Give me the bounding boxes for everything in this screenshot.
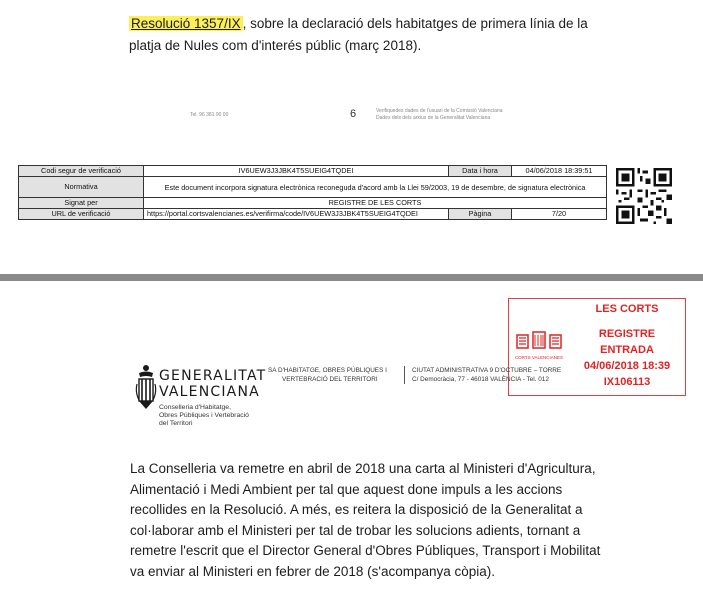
url-value[interactable]: https://portal.cortsvalencianes.es/verifirma/code/IV6UEW3J3JBK4T5SUEIG4TQDEI (144, 209, 449, 220)
date-value: 04/06/2018 18:39:51 (512, 166, 607, 177)
table-row (19, 198, 607, 209)
signed-value: REGISTRE DE LES CORTS (144, 198, 607, 209)
body-line: La Conselleria va remetre en abril de 2018 una carta al Ministeri d'Agricultura, (130, 461, 596, 476)
address-line-2: C/ Democràcia, 77 - 46018 VALÈNCIA - Tel. 012 (412, 376, 549, 383)
footer-note-line-2: Dades dels dels arxius de la Generalitat Valenciana (376, 115, 491, 121)
department-caps-line-2: VERTEBRACIÓ DEL TERRITORI (282, 376, 378, 383)
footer-note-line-1: Verifiquedes dades de l'usuari de la Comissió Valenciana (376, 108, 503, 114)
body-line: va enviar al Ministeri en febrer de 2018 (s'acompanya còpia). (130, 563, 496, 579)
signed-label: Signat per (19, 198, 144, 209)
page-label: Pàgina (449, 209, 512, 220)
table-row (19, 166, 607, 177)
body-paragraph (130, 459, 601, 582)
table-row (19, 209, 607, 220)
date-label: Data i hora (449, 166, 512, 177)
heading-line-1-text: , sobre la declaració dels habitatges de primera línia de la (242, 16, 588, 31)
page-separator (0, 274, 703, 281)
table-row (19, 177, 607, 198)
department-line-2: Obres Públiques i Vertebració (159, 412, 249, 419)
body-line: col·laborar amb el Ministeri per tal de trobar les solucions adients, tornant a (130, 522, 581, 538)
letterhead-divider (404, 366, 405, 384)
generalitat-emblem-icon (135, 364, 157, 410)
generalitat-name-line-1: GENERALITAT (159, 368, 267, 384)
norm-value: Este document incorpora signatura electrònica reconeguda d'acord amb la Llei 59/2003, 19 de desembre, de signatura electrònica (144, 177, 607, 198)
department-line-3: del Territori (159, 420, 193, 427)
body-line: remetre l'escrit que el Director General d'Obres Públiques, Transport i Mobilitat (130, 543, 601, 558)
address-line-1: CIUTAT ADMINISTRATIVA 9 D'OCTUBRE – TORRE (412, 367, 562, 374)
stamp-title: LES CORTS (595, 303, 659, 315)
stamp-code: IX106113 (603, 376, 651, 388)
resolution-reference: Resolució 1357/IX (131, 16, 241, 31)
stamp-entrada: ENTRADA (600, 344, 654, 356)
department-caps-line-1: SA D'HABITATGE, OBRES PÚBLIQUES I (268, 367, 387, 374)
corts-emblem-icon (514, 329, 564, 353)
body-line: recollides en la Resolució. A més, es reitera la disposició de la Generalitat a (130, 502, 583, 517)
stamp-registre: REGISTRE (598, 328, 656, 340)
url-label: URL de verificació (19, 209, 144, 220)
page-number: 6 (350, 108, 357, 120)
verification-table (18, 165, 607, 220)
heading-line-1 (129, 16, 588, 31)
page-value: 7/20 (512, 209, 607, 220)
stamp-logo-caption: CORTS VALENCIANES (514, 355, 564, 360)
code-label: Codi segur de verificació (19, 166, 144, 177)
norm-label: Normativa (19, 177, 144, 198)
qr-code-icon[interactable] (616, 168, 672, 224)
footer-telephone: Tel. 96 381 90 00 (190, 112, 229, 118)
body-line: Alimentació i Medi Ambient per tal que aquest done impuls a les accions (130, 481, 563, 497)
heading-line-2: platja de Nules com d'interés públic (març 2018). (129, 38, 422, 53)
code-value: IV6UEW3J3JBK4T5SUEIG4TQDEI (144, 166, 449, 177)
stamp-datetime: 04/06/2018 18:39 (583, 360, 671, 372)
generalitat-name-line-2: VALENCIANA (159, 384, 260, 400)
department-line-1: Conselleria d'Habitatge, (159, 404, 231, 411)
